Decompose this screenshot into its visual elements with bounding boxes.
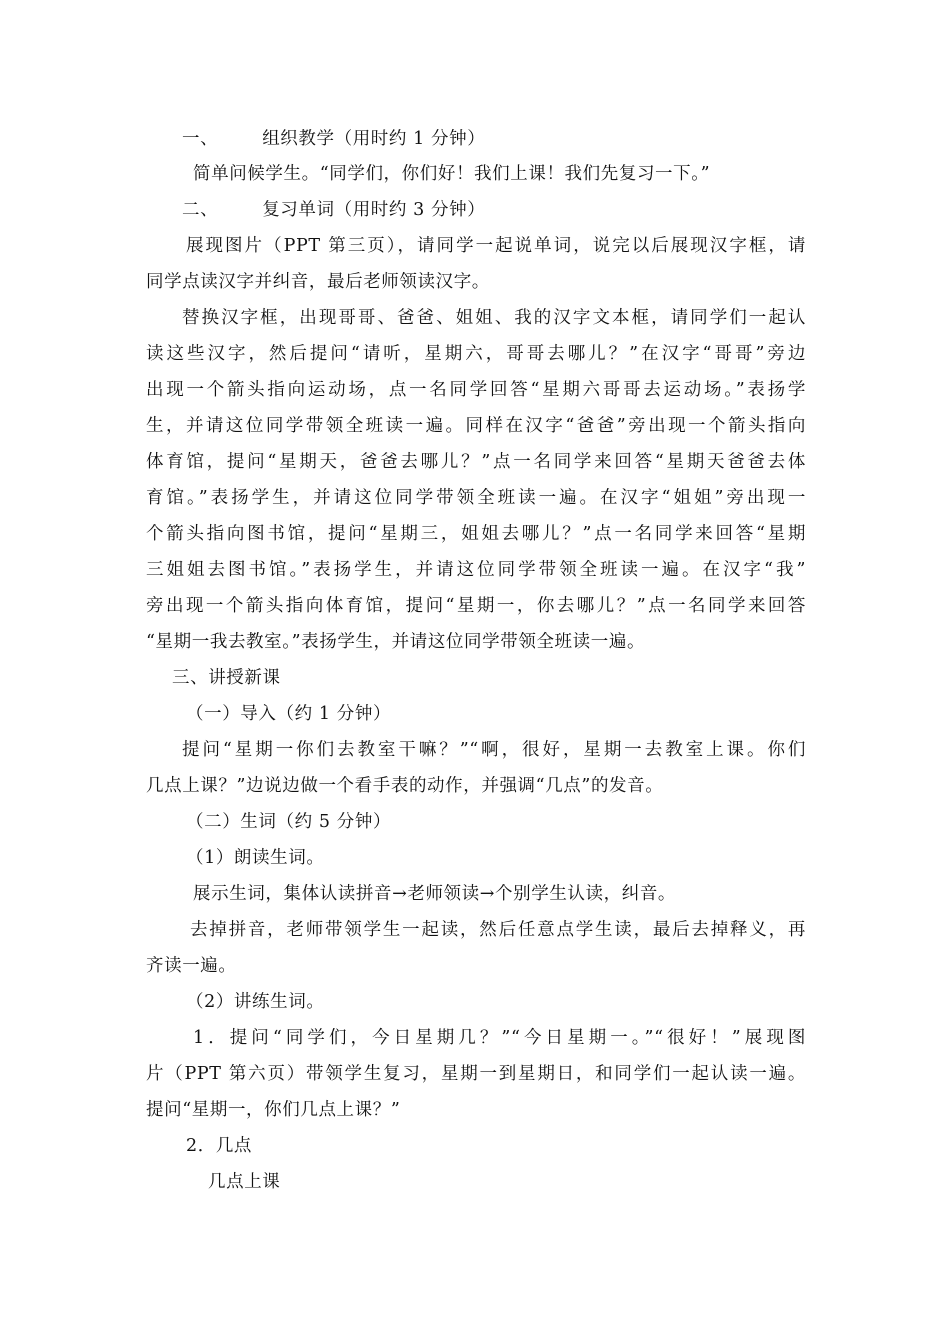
paragraph-line: 提问“星期一你们去教室干嘛？”“啊，很好，星期一去教室上课。你们 xyxy=(182,740,806,760)
list-item: 2．几点 xyxy=(186,1136,253,1156)
list-item: 几点上课 xyxy=(208,1172,281,1192)
paragraph-line: 三姐姐去图书馆。”表扬学生，并请这位同学带领全班读一遍。在汉字“我” xyxy=(146,560,806,580)
sub-item-heading: （1）朗读生词。 xyxy=(186,848,325,868)
section-number: 二、 xyxy=(182,200,219,220)
section-title: 组织教学（用时约 1 分钟） xyxy=(262,129,486,149)
paragraph-line: 出现一个箭头指向运动场，点一名同学回答“星期六哥哥去运动场。”表扬学 xyxy=(146,380,806,400)
paragraph-line: 几点上课？”边说边做一个看手表的动作，并强调“几点”的发音。 xyxy=(146,776,664,796)
subsection-heading: （一）导入（约 1 分钟） xyxy=(186,704,392,724)
paragraph-line: 齐读一遍。 xyxy=(146,956,237,976)
paragraph-line: 展现图片（PPT 第三页），请同学一起说单词，说完以后展现汉字框，请 xyxy=(186,236,806,256)
paragraph-line: 育馆。”表扬学生，并请这位同学带领全班读一遍。在汉字“姐姐”旁出现一 xyxy=(146,488,806,508)
paragraph-line: 读这些汉字，然后提问“请听，星期六，哥哥去哪儿？”在汉字“哥哥”旁边 xyxy=(146,344,806,364)
paragraph-line: 旁出现一个箭头指向体育馆，提问“星期一，你去哪儿？”点一名同学来回答 xyxy=(146,596,806,616)
paragraph-line: 1．提问“同学们，今日星期几？”“今日星期一。”“很好！”展现图 xyxy=(193,1028,806,1048)
paragraph-line: 简单问候学生。“同学们，你们好！我们上课！我们先复习一下。” xyxy=(193,164,711,184)
paragraph-line: 同学点读汉字并纠音，最后老师领读汉字。 xyxy=(146,272,490,292)
section-heading-1 xyxy=(182,127,485,151)
section-heading-2 xyxy=(182,198,485,222)
paragraph-line: 生，并请这位同学带领全班读一遍。同样在汉字“爸爸”旁出现一个箭头指向 xyxy=(146,416,806,436)
section-heading-3: 三、讲授新课 xyxy=(172,668,281,688)
section-number: 一、 xyxy=(182,129,219,149)
sub-item-heading: （2）讲练生词。 xyxy=(186,992,325,1012)
paragraph-line: 体育馆，提问“星期天，爸爸去哪儿？”点一名同学来回答“星期天爸爸去体 xyxy=(146,452,806,472)
paragraph-line: 片（PPT 第六页）带领学生复习，星期一到星期日，和同学们一起认读一遍。 xyxy=(146,1064,806,1084)
paragraph-line: 个箭头指向图书馆，提问“星期三，姐姐去哪儿？”点一名同学来回答“星期 xyxy=(146,524,806,544)
section-title: 复习单词（用时约 3 分钟） xyxy=(262,200,486,220)
paragraph-line: 提问“星期一，你们几点上课？” xyxy=(146,1100,401,1120)
paragraph-line: 去掉拼音，老师带领学生一起读，然后任意点学生读，最后去掉释义，再 xyxy=(190,920,806,940)
paragraph-line: “星期一我去教室。”表扬学生，并请这位同学带领全班读一遍。 xyxy=(146,632,646,652)
subsection-heading: （二）生词（约 5 分钟） xyxy=(186,812,392,832)
paragraph-line: 展示生词，集体认读拼音→老师领读→个别学生认读，纠音。 xyxy=(193,884,677,904)
paragraph-line: 替换汉字框，出现哥哥、爸爸、姐姐、我的汉字文本框，请同学们一起认 xyxy=(182,308,806,328)
